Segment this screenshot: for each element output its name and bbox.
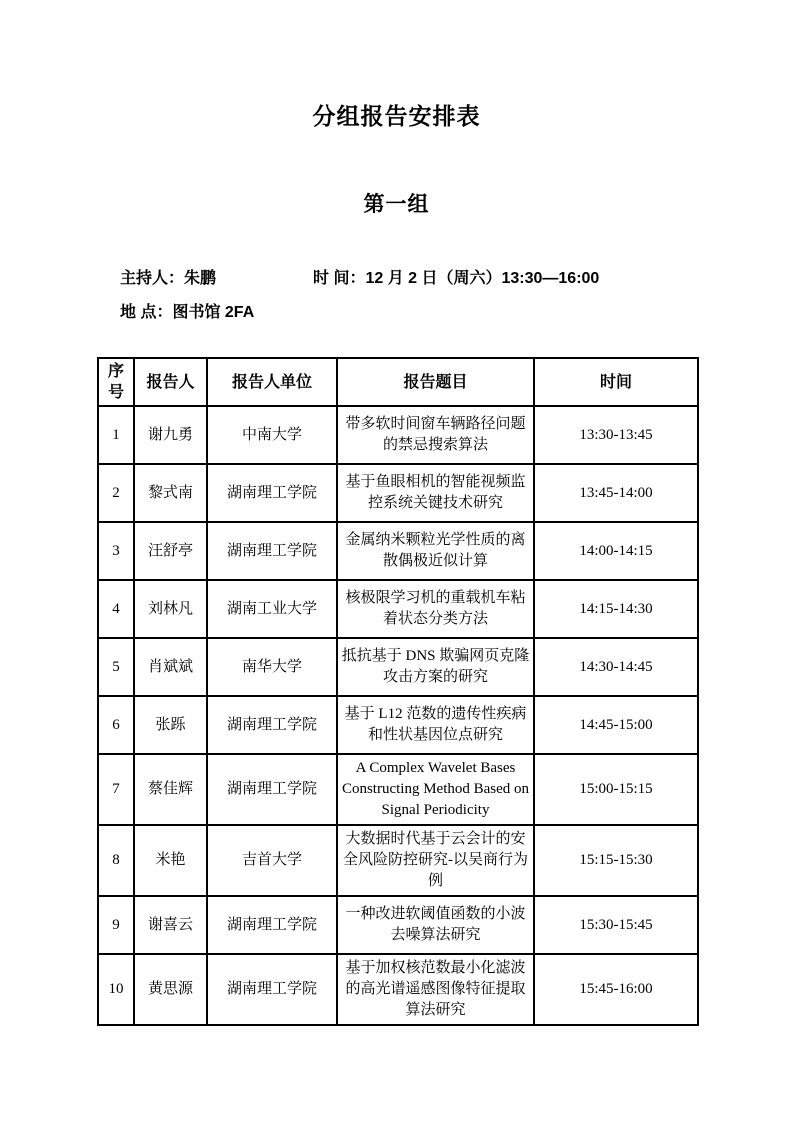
cell-affiliation: 湖南理工学院 bbox=[207, 954, 337, 1025]
cell-affiliation: 吉首大学 bbox=[207, 825, 337, 896]
schedule-table bbox=[97, 357, 699, 1026]
info-line-location bbox=[120, 302, 680, 323]
cell-title: A Complex Wavelet Bases Constructing Method Based on Signal Periodicity bbox=[337, 754, 534, 825]
cell-time: 15:00-15:15 bbox=[534, 754, 698, 825]
cell-title: 基于 L12 范数的遗传性疾病和性状基因位点研究 bbox=[337, 696, 534, 754]
cell-seq: 3 bbox=[98, 522, 134, 580]
table-row bbox=[98, 825, 698, 896]
cell-seq: 8 bbox=[98, 825, 134, 896]
cell-presenter: 谢九勇 bbox=[134, 406, 207, 464]
cell-presenter: 刘林凡 bbox=[134, 580, 207, 638]
time-value: 12 月 2 日（周六）13:30—16:00 bbox=[365, 270, 600, 287]
host-label: 主持人： bbox=[120, 270, 185, 287]
header-affiliation: 报告人单位 bbox=[207, 358, 337, 406]
cell-title: 核极限学习机的重载机车粘着状态分类方法 bbox=[337, 580, 534, 638]
cell-seq: 9 bbox=[98, 896, 134, 954]
cell-seq: 5 bbox=[98, 638, 134, 696]
cell-seq: 2 bbox=[98, 464, 134, 522]
cell-time: 14:30-14:45 bbox=[534, 638, 698, 696]
cell-presenter: 米艳 bbox=[134, 825, 207, 896]
cell-time: 14:15-14:30 bbox=[534, 580, 698, 638]
cell-time: 14:45-15:00 bbox=[534, 696, 698, 754]
cell-time: 13:45-14:00 bbox=[534, 464, 698, 522]
cell-affiliation: 湖南工业大学 bbox=[207, 580, 337, 638]
cell-presenter: 黄思源 bbox=[134, 954, 207, 1025]
cell-presenter: 肖斌斌 bbox=[134, 638, 207, 696]
table-row bbox=[98, 464, 698, 522]
cell-presenter: 蔡佳辉 bbox=[134, 754, 207, 825]
table-row bbox=[98, 406, 698, 464]
cell-time: 14:00-14:15 bbox=[534, 522, 698, 580]
cell-seq: 6 bbox=[98, 696, 134, 754]
cell-presenter: 张跞 bbox=[134, 696, 207, 754]
cell-seq: 1 bbox=[98, 406, 134, 464]
cell-affiliation: 南华大学 bbox=[207, 638, 337, 696]
table-header-row bbox=[98, 358, 698, 406]
cell-affiliation: 中南大学 bbox=[207, 406, 337, 464]
table-row bbox=[98, 522, 698, 580]
cell-presenter: 汪舒亭 bbox=[134, 522, 207, 580]
location-label: 地 点： bbox=[120, 304, 173, 321]
session-info bbox=[120, 268, 680, 323]
table-row bbox=[98, 580, 698, 638]
header-seq: 序号 bbox=[98, 358, 134, 406]
location-value: 图书馆 2FA bbox=[172, 304, 255, 321]
header-presenter: 报告人 bbox=[134, 358, 207, 406]
info-line-host-time bbox=[120, 268, 680, 289]
cell-title: 一种改进软阈值函数的小波去噪算法研究 bbox=[337, 896, 534, 954]
cell-time: 15:45-16:00 bbox=[534, 954, 698, 1025]
header-time: 时间 bbox=[534, 358, 698, 406]
table-row bbox=[98, 754, 698, 825]
cell-presenter: 谢喜云 bbox=[134, 896, 207, 954]
cell-time: 15:30-15:45 bbox=[534, 896, 698, 954]
cell-seq: 4 bbox=[98, 580, 134, 638]
cell-time: 13:30-13:45 bbox=[534, 406, 698, 464]
host-value: 朱鹏 bbox=[184, 270, 217, 287]
cell-title: 金属纳米颗粒光学性质的离散偶极近似计算 bbox=[337, 522, 534, 580]
cell-title: 大数据时代基于云会计的安全风险防控研究-以吴商行为例 bbox=[337, 825, 534, 896]
cell-seq: 7 bbox=[98, 754, 134, 825]
host-field bbox=[120, 268, 313, 289]
page-title: 分组报告安排表 bbox=[312, 103, 481, 129]
time-field bbox=[313, 270, 599, 287]
cell-title: 带多软时间窗车辆路径问题的禁忌搜索算法 bbox=[337, 406, 534, 464]
cell-presenter: 黎式南 bbox=[134, 464, 207, 522]
time-label: 时 间： bbox=[313, 270, 366, 287]
cell-title: 基于加权核范数最小化滤波的高光谱遥感图像特征提取算法研究 bbox=[337, 954, 534, 1025]
header-title: 报告题目 bbox=[337, 358, 534, 406]
table-row bbox=[98, 896, 698, 954]
table-row bbox=[98, 696, 698, 754]
cell-title: 基于鱼眼相机的智能视频监控系统关键技术研究 bbox=[337, 464, 534, 522]
cell-time: 15:15-15:30 bbox=[534, 825, 698, 896]
cell-affiliation: 湖南理工学院 bbox=[207, 754, 337, 825]
cell-affiliation: 湖南理工学院 bbox=[207, 522, 337, 580]
table-row bbox=[98, 954, 698, 1025]
group-title: 第一组 bbox=[363, 193, 430, 216]
cell-affiliation: 湖南理工学院 bbox=[207, 896, 337, 954]
cell-title: 抵抗基于 DNS 欺骗网页克隆攻击方案的研究 bbox=[337, 638, 534, 696]
cell-seq: 10 bbox=[98, 954, 134, 1025]
cell-affiliation: 湖南理工学院 bbox=[207, 696, 337, 754]
cell-affiliation: 湖南理工学院 bbox=[207, 464, 337, 522]
table-row bbox=[98, 638, 698, 696]
